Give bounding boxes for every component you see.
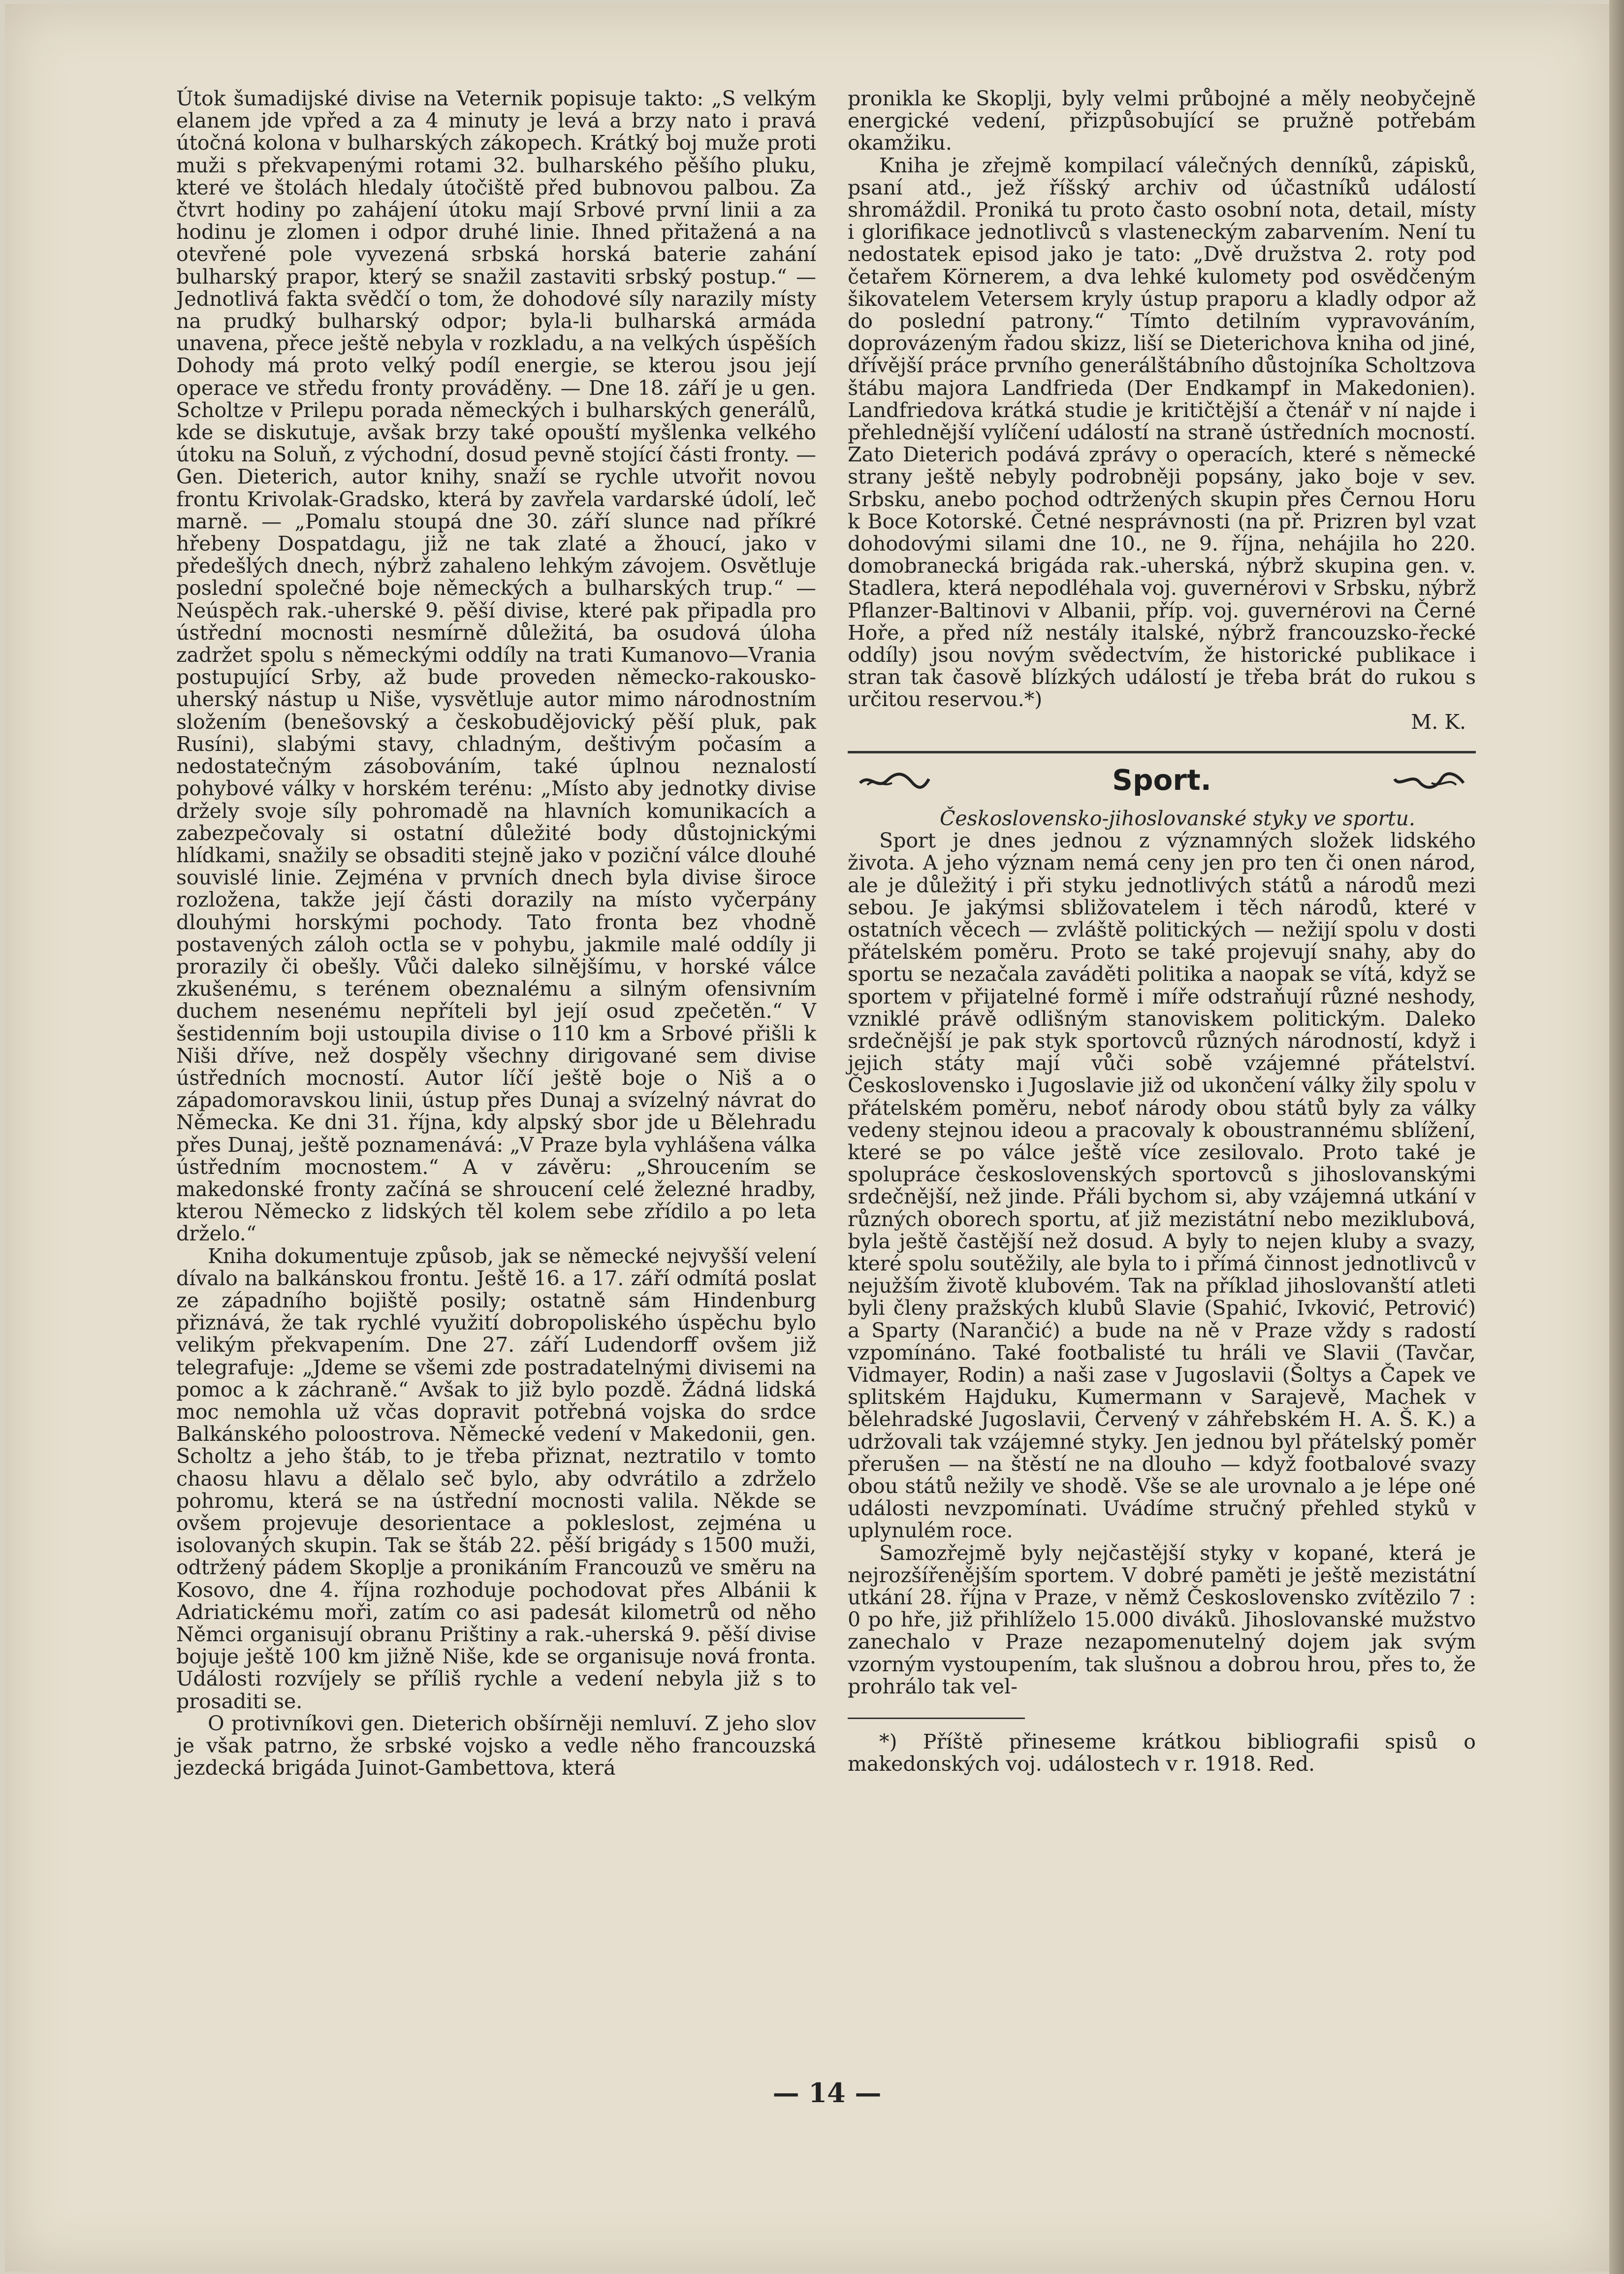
footnote: *) Příště přineseme krátkou bibliografii spisů o makedonských voj. událostech v r. 1918. Red. [848, 1730, 1476, 1776]
left-paragraph-3: O protivníkovi gen. Dieterich obšírněji nemluví. Z jeho slov je však patrno, že srbské vojsko a vedle něho francouzská jezdecká brigáda Juinot-Gambettova, která [176, 1711, 816, 1780]
article-title: Československo-jihoslovanské styky ve sportu. [940, 806, 1415, 830]
right-column [848, 88, 1476, 1775]
footnote-divider [848, 1718, 1025, 1719]
sport-section-title: Sport. [1112, 763, 1211, 797]
book-page [5, 4, 1610, 2272]
ornament-left-icon [858, 768, 931, 793]
author-signature: M. K. [1411, 710, 1466, 734]
right-paragraph-1: pronikla ke Skoplji, byly velmi průbojné a měly neobyčejně energické vedení, přizpůsobující se pružně potřebám okamžiku. [848, 87, 1476, 155]
left-column [176, 88, 816, 1779]
left-paragraph-2: Kniha dokumentuje způsob, jak se německé nejvyšší velení dívalo na balkánskou frontu. Ještě 16. a 17. září odmítá poslat ze západního bojiště posily; ostatně sám Hindenburg přiznává, že tak rychlé využití dobropoliského úspěchu bylo velikým překvapením. Dne 27. září Ludendorff ovšem již telegrafuje: „Jdeme se všemi zde postradatelnými divisemi na pomoc a k záchraně.“ Avšak to již bylo pozdě. Žádná lidská moc nemohla už včas dopravit potřebná vojska do srdce Balkánského poloostrova. Německé vedení v Makedonii, gen. Scholtz a jeho štáb, to je třeba přiznat, neztratilo v tomto chaosu hlavu a dělalo seč bylo, aby odvrátilo a zdrželo pohromu, která se na ústřední mocnosti valila. Někde se ovšem projevuje desorientace a pokleslost, zejména u isolovaných skupin. Tak se štáb 22. pěší brigády s 1500 muži, odtržený pádem Skoplje a pronikáním Francouzů ve směru na Kosovo, dne 4. října rozhoduje pochodovat přes Albánii k Adriatickému moři, zatím co asi padesát kilometrů od něho Němci organisují obranu Prištiny a rak.-uherská 9. pěší divise bojuje ještě 100 km jižně Niše, kde se organisuje nová fronta. Události rozvíjely se příliš rychle a vedení nebyla již s to prosaditi se. [176, 1244, 816, 1713]
right-paragraph-2: Kniha je zřejmě kompilací válečných denníků, zápisků, psaní atd., jež říšský archiv od účastníků událostí shromáždil. Proniká tu proto často osobní nota, detail, místy i glorifikace jednotlivců s vlasteneckým zabarvením. Není tu nedostatek episod jako je tato: „Dvě družstva 2. roty pod četařem Körnerem, a dva lehké kulomety pod osvědčeným šikovatelem Vetersem kryly ústup praporu a kladly odpor až do poslední patrony.“ Tímto detilním vypravováním, doprovázeným řadou skizz, liší se Dieterichova kniha od jiné, dřívější práce prvního generálštábního důstojníka Scholtzova štábu majora Landfrieda (Der Endkampf in Makedonien). Landfriedova krátká studie je kritičtější a čtenář v ní najde i přehlednější vylíčení událostí na straně ústředních mocností. Zato Dieterich podává zprávy o operacích, které s německé strany ještě nebyly podrobněji popsány, jako boje v sev. Srbsku, anebo pochod odtržených skupin přes Černou Horu k Boce Kotorské. Četné nesprávnosti (na př. Prizren byl vzat dohodovými silami dne 10., ne 9. října, nehájila ho 220. domobranecká brigáda rak.-uherská, nýbrž skupina gen. v. Stadlera, která nepodléhala voj. guvernérovi v Srbsku, nýbrž Pflanzer-Baltinovi v Albanii, příp. voj. guvernérovi na Černé Hoře, a před níž nestály italské, nýbrž francouzsko-řecké oddíly) jsou novým svědectvím, že historické publikace i stran tak časově blízkých událostí je třeba brát do rukou s určitou reservou.*) [848, 153, 1476, 712]
sport-paragraph-2: Samozřejmě byly nejčastější styky v kopané, která je nejrozšířenějším sportem. V dobré paměti je ještě mezistátní utkání 28. října v Praze, v němž Československo zvítězilo 7 : 0 po hře, již přihlíželo 15.000 diváků. Jihoslovanské mužstvo zanechalo v Praze nezapomenutelný dojem jak svým vzorným vystoupením, tak slušnou a dobrou hrou, přes to, že prohrálo tak vel- [848, 1541, 1476, 1698]
ornament-right-icon [1392, 768, 1466, 793]
book-spine [1609, 0, 1624, 2274]
section-divider [848, 751, 1476, 753]
left-paragraph-1: Útok šumadijské divise na Veternik popisuje takto: „S velkým elanem jde vpřed a za 4 minuty je levá a brzy nato i pravá útočná kolona v bulharských zákopech. Krátký boj muže proti muži s překvapenými rotami 32. bulharského pěšího pluku, které ve štolách hledaly útočiště před bubnovou palbou. Za čtvrt hodiny po zahájení útoku mají Srbové první linii a za hodinu je zlomen i odpor druhé linie. Ihned přitažená a na otevřené pole vyvezená srbská horská baterie zahání bulharský prapor, který se snažil zastaviti srbský postup.“ — Jednotlivá fakta svědčí o tom, že dohodové síly narazily místy na prudký bulharský odpor; byla-li bulharská armáda unavena, přece ještě nebyla v rozkladu, a na velkých úspěších Dohody má proto velký podíl energie, se kterou jsou její operace ve středu fronty prováděny. — Dne 18. září je u gen. Scholtze v Prilepu porada německých i bulharských generálů, kde se diskutuje, avšak brzy také opouští myšlenka velkého útoku na Soluň, z východní, dosud pevně stojící části fronty. — Gen. Dieterich, autor knihy, snaží se rychle utvořit novou frontu Krivolak-Gradsko, která by zavřela vardarské údolí, leč marně. — „Pomalu stoupá dne 30. září slunce nad příkré hřebeny Dospatdagu, již ne tak zlaté a žhoucí, jako v předešlých dnech, nýbrž zahaleno lehkým závojem. Osvětluje poslední společné boje německých a bulharských trup.“ — Neúspěch rak.-uherské 9. pěší divise, které pak připadla pro ústřední mocnosti nesmírně důležitá, ba osudová úloha zadržet spolu s německými oddíly na trati Kumanovo—Vrania postupující Srby, až bude proveden německo-rakousko-uherský nástup u Niše, vysvětluje autor mimo národnostním složením (benešovský a českobudějovický pěší pluk, pak Rusíni), slabými stavy, chladným, deštivým počasím a nedostatečným zásobováním, také úplnou neznalostí pohybové války v horském terénu: „Místo aby jednotky divise držely svoje síly pohromadě na hlavních komunikacích a zabezpečovaly si ostatní důležité body důstojnickými hlídkami, snažily se obsaditi stejně jako v poziční válce dlouhé souvislé linie. Zejména v prvních dnech byla divise široce rozložena, takže její části dorazily na místo vyčerpány dlouhými horskými pochody. Tato fronta bez vhodně postavených záloh octla se v pohybu, jakmile malé oddíly ji prorazily či obešly. Vůči daleko silnějšímu, v horské válce zkušenému, s terénem obeznalému a silným ofensivním duchem nesenému nepříteli byl její osud zpečetěn.“ V šestidenním boji ustoupila divise o 110 km a Srbové přišli k Niši dříve, než dospěly všechny dirigované sem divise ústředních mocností. Autor líčí ještě boje o Niš a o západomoravskou linii, ústup přes Dunaj a svízelný návrat do Německa. Ke dni 31. října, kdy alpský sbor jde u Bělehradu přes Dunaj, ještě poznamenává: „V Praze byla vyhlášena válka ústředním mocnostem.“ A v závěru: „Shroucením se makedonské fronty začíná se shroucení celé železné hradby, kterou Německo z lidských těl kolem sebe zřídilo a po leta drželo.“ [176, 87, 816, 1246]
page-number: — 14 — [772, 2077, 882, 2109]
sport-section-header [848, 763, 1476, 797]
sport-paragraph-1: Sport je dnes jednou z významných složek lidského života. A jeho význam nemá ceny jen pro ten či onen národ, ale je důležitý i při styku jednotlivých států a národů mezi sebou. Je jakýmsi sbližovatelem i těch národů, které v ostatních věcech — zvláště politických — nežijí spolu v dosti přátelském poměru. Proto se také projevují snahy, aby do sportu se nezačala zaváděti politika a naopak se vítá, když se sportem v přijatelné formě i míře odstraňují různé neshody, vzniklé právě odlišným stanoviskem politickým. Daleko srdečnější je pak styk sportovců různých národností, když i jejich státy mají vůči sobě vzájemné přátelství. Československo i Jugoslavie již od ukončení války žily spolu v přátelském poměru, neboť národy obou států byly za války vedeny stejnou ideou a pracovaly k oboustrannému sblížení, které se po válce ještě více zesilovalo. Proto také je spolupráce československých sportovců s jihoslovanskými srdečnější, než jinde. Přáli bychom si, aby vzájemná utkání v různých oborech sportu, ať již mezistátní nebo meziklubová, byla ještě častější než dosud. A byly to nejen kluby a svazy, které spolu soutěžily, ale byla to i přímá činnost jednotlivců v nejužším životě klubovém. Tak na příklad jihoslovanští atleti byli členy pražských klubů Slavie (Spahić, Ivković, Petrović) a Sparty (Narančić) a bude na ně v Praze vždy s radostí vzpomínáno. Také footbalisté tu hráli ve Slavii (Tavčar, Vidmayer, Rodin) a naši zase v Jugoslavii (Šoltys a Čapek ve splitském Hajduku, Kumermann v Sarajevě, Machek v bělehradské Jugoslavii, Červený v záhřebském H. A. Š. K.) a udržovali tak vzájemné styky. Jen jednou byl přátelský poměr přerušen — na štěstí ne na dlouho — když footbalové svazy obou států nežily ve shodě. Vše se ale urovnalo a je lépe oné události nevzpomínati. Uvádíme stručný přehled styků v uplynulém roce. [848, 829, 1476, 1543]
